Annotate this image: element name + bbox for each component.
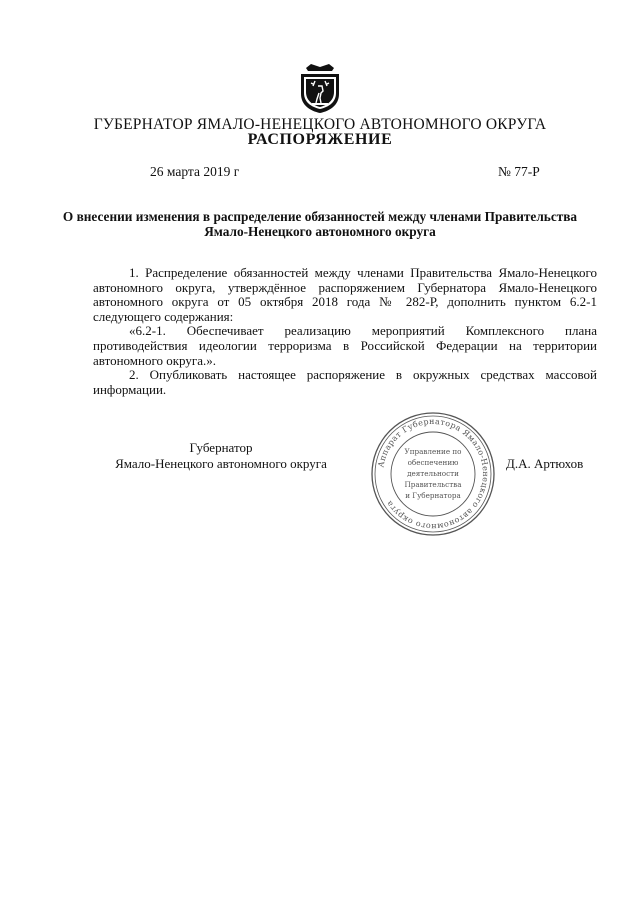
svg-text:Управление по: Управление по — [404, 447, 462, 456]
paragraph-quote: «6.2-1. Обеспечивает реализацию мероприятий Комплексного плана противодействия идеологии терроризма в Российской Федерации на территории автономного округа.». — [93, 323, 597, 368]
paragraph-1: 1. Распределение обязанностей между членами Правительства Ямало-Ненецкого автономного округа, утверждённое распоряжением Губернатора Ямало-Ненецкого автономного округа от 05 октября 2018 года № 282-Р, дополнить пунктом 6.2-1 следующего содержания: — [93, 265, 597, 324]
signatory-name: Д.А. Артюхов — [506, 456, 584, 471]
document-body — [93, 266, 597, 397]
position-line-2: Ямало-Ненецкого автономного округа — [115, 456, 327, 471]
document-subject: О внесении изменения в распределение обязанностей между членами Правительства Ямало-Ненецкого автономного округа — [62, 209, 578, 239]
seal-stamp-icon — [369, 410, 497, 538]
coat-of-arms-icon — [298, 62, 342, 114]
signatory-position — [96, 440, 346, 472]
paragraph-2: 2. Опубликовать настоящее распоряжение в окружных средствах массовой информации. — [93, 367, 597, 397]
svg-text:обеспечению: обеспечению — [407, 458, 459, 467]
document-number: № 77-Р — [498, 164, 540, 179]
document-type: РАСПОРЯЖЕНИЕ — [247, 131, 393, 148]
svg-text:и Губернатора: и Губернатора — [405, 491, 461, 500]
document-date: 26 марта 2019 г — [150, 164, 240, 179]
svg-text:деятельности: деятельности — [407, 469, 459, 478]
svg-text:Аппарат Губернатора Ямало-Нене: Аппарат Губернатора Ямало-Ненецкого автономного округа — [376, 416, 491, 532]
svg-text:Правительства: Правительства — [404, 480, 462, 489]
position-line-1: Губернатор — [189, 440, 253, 455]
governor-title: ГУБЕРНАТОР ЯМАЛО-НЕНЕЦКОГО АВТОНОМНОГО ОКРУГА — [93, 116, 547, 133]
